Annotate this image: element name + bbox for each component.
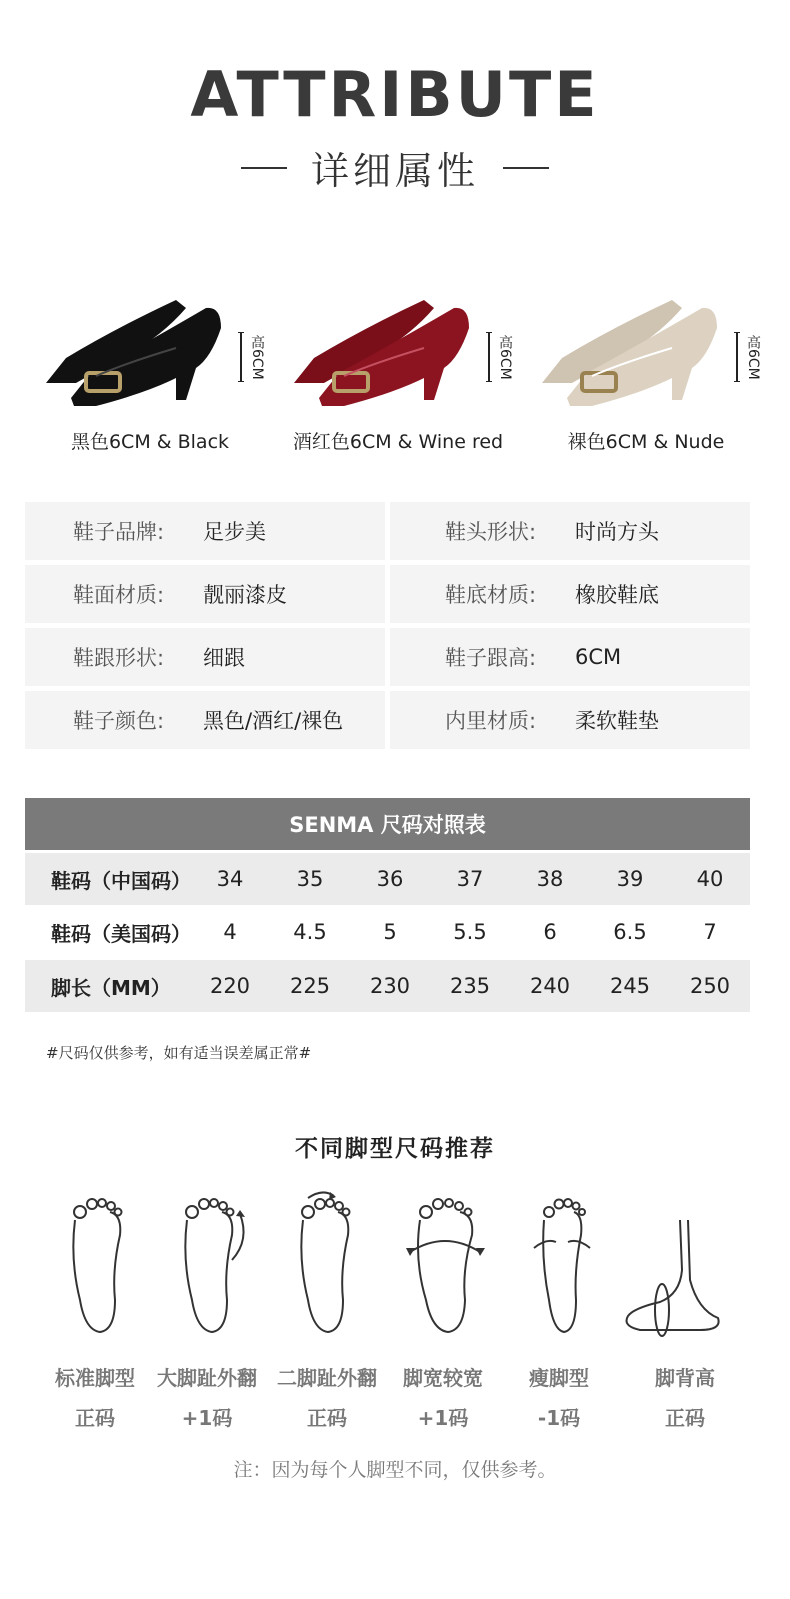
- thin-foot-icon: [506, 1190, 616, 1350]
- size-cell: 245: [609, 974, 651, 998]
- size-cell: 250: [689, 974, 731, 998]
- size-row-us: [25, 906, 750, 958]
- foot-size-advice: 正码: [75, 1406, 115, 1430]
- attribute-grid: [25, 502, 750, 749]
- foot-type-label: 瘦脚型: [529, 1366, 589, 1390]
- size-row-label: 脚长（MM）: [51, 975, 171, 1000]
- attr-cell: [390, 565, 750, 623]
- size-cell: 5.5: [453, 920, 487, 944]
- attr-cell: [25, 565, 385, 623]
- foot-size-advice: 正码: [665, 1406, 705, 1430]
- foot-size-advice: +1码: [181, 1406, 233, 1430]
- size-cell: 5: [383, 920, 397, 944]
- height-bar: [734, 332, 740, 382]
- attr-value: 时尚方头: [575, 520, 659, 544]
- standard-foot-icon: [40, 1190, 150, 1350]
- attr-key: 鞋底材质:: [445, 583, 537, 607]
- size-cell: 230: [369, 974, 411, 998]
- attr-key: 内里材质:: [445, 709, 537, 733]
- shoe-height-label: 高6CM: [745, 335, 761, 380]
- size-row-cn: [25, 853, 750, 905]
- attr-value: 橡胶鞋底: [575, 583, 659, 607]
- size-cell: 39: [616, 867, 644, 891]
- foot-size-advice: 正码: [307, 1406, 347, 1430]
- attr-value: 柔软鞋垫: [575, 709, 659, 733]
- shoe-card-nude: [516, 280, 776, 470]
- size-cell: 225: [289, 974, 331, 998]
- wide-foot-icon: [388, 1190, 498, 1350]
- size-cell: 4.5: [293, 920, 327, 944]
- page-title-cn-wrap: [0, 140, 790, 195]
- size-table-title: SENMA 尺码对照表: [25, 798, 750, 850]
- size-note: #尺码仅供参考，如有适当误差属正常#: [46, 1044, 312, 1062]
- attr-value: 黑色/酒红/裸色: [203, 709, 344, 733]
- wine-pump-image: [284, 288, 484, 408]
- size-cell: 7: [703, 920, 717, 944]
- big-toe-valgus-foot-icon: [152, 1190, 262, 1350]
- attr-value: 细跟: [203, 646, 245, 670]
- nude-pump-image: [532, 288, 732, 408]
- attr-cell: [390, 502, 750, 560]
- foot-type-label: 二脚趾外翻: [277, 1366, 377, 1390]
- title-dash-left: [241, 167, 287, 169]
- size-cell: 235: [449, 974, 491, 998]
- recommend-note: 注：因为每个人脚型不同，仅供参考。: [233, 1459, 557, 1481]
- page-title-cn: 详细属性: [310, 149, 479, 193]
- attr-key: 鞋面材质:: [73, 583, 165, 607]
- foot-type-label: 脚宽较宽: [403, 1366, 483, 1390]
- attr-cell: [25, 691, 385, 749]
- size-cell: 220: [209, 974, 251, 998]
- attr-key: 鞋子颜色:: [73, 709, 165, 733]
- shoe-caption: 酒红色6CM & Wine red: [292, 431, 504, 453]
- attr-value: 足步美: [203, 520, 266, 544]
- foot-type-label: 大脚趾外翻: [157, 1366, 257, 1390]
- attr-key: 鞋头形状:: [445, 520, 537, 544]
- shoe-height-label: 高6CM: [497, 335, 513, 380]
- shoe-card-wine: [268, 280, 528, 470]
- shoe-caption: 裸色6CM & Nude: [567, 431, 725, 453]
- shoe-caption: 黑色6CM & Black: [70, 431, 230, 453]
- title-dash-right: [503, 167, 549, 169]
- size-row-label: 鞋码（美国码）: [51, 921, 191, 946]
- size-row-label: 鞋码（中国码）: [51, 868, 191, 893]
- attr-value: 靓丽漆皮: [203, 583, 287, 607]
- size-cell: 40: [696, 867, 724, 891]
- attr-key: 鞋子跟高:: [445, 646, 537, 670]
- attr-key: 鞋跟形状:: [73, 646, 165, 670]
- foot-type-label: 标准脚型: [55, 1366, 135, 1390]
- size-cell: 6: [543, 920, 557, 944]
- recommend-title: 不同脚型尺码推荐: [295, 1136, 495, 1162]
- size-cell: 35: [296, 867, 324, 891]
- size-cell: 36: [376, 867, 404, 891]
- size-cell: 4: [223, 920, 237, 944]
- attr-cell: [390, 628, 750, 686]
- size-cell: 240: [529, 974, 571, 998]
- foot-size-advice: -1码: [537, 1406, 581, 1430]
- foot-type-label: 脚背高: [655, 1366, 715, 1390]
- foot-size-advice: +1码: [417, 1406, 469, 1430]
- size-cell: 34: [216, 867, 244, 891]
- size-cell: 38: [536, 867, 564, 891]
- attr-cell: [25, 502, 385, 560]
- black-pump-image: [36, 288, 236, 408]
- height-bar: [238, 332, 244, 382]
- size-row-mm: [25, 960, 750, 1012]
- attr-cell: [390, 691, 750, 749]
- high-instep-foot-icon: [620, 1190, 730, 1350]
- attr-key: 鞋子品牌:: [73, 520, 165, 544]
- shoe-height-label: 高6CM: [249, 335, 265, 380]
- page-title-en: ATTRIBUTE: [190, 58, 600, 131]
- size-cell: 37: [456, 867, 484, 891]
- attr-cell: [25, 628, 385, 686]
- attr-value: 6CM: [575, 645, 622, 669]
- height-bar: [486, 332, 492, 382]
- second-toe-valgus-foot-icon: [268, 1190, 378, 1350]
- size-cell: 6.5: [613, 920, 647, 944]
- shoe-card-black: [20, 280, 280, 470]
